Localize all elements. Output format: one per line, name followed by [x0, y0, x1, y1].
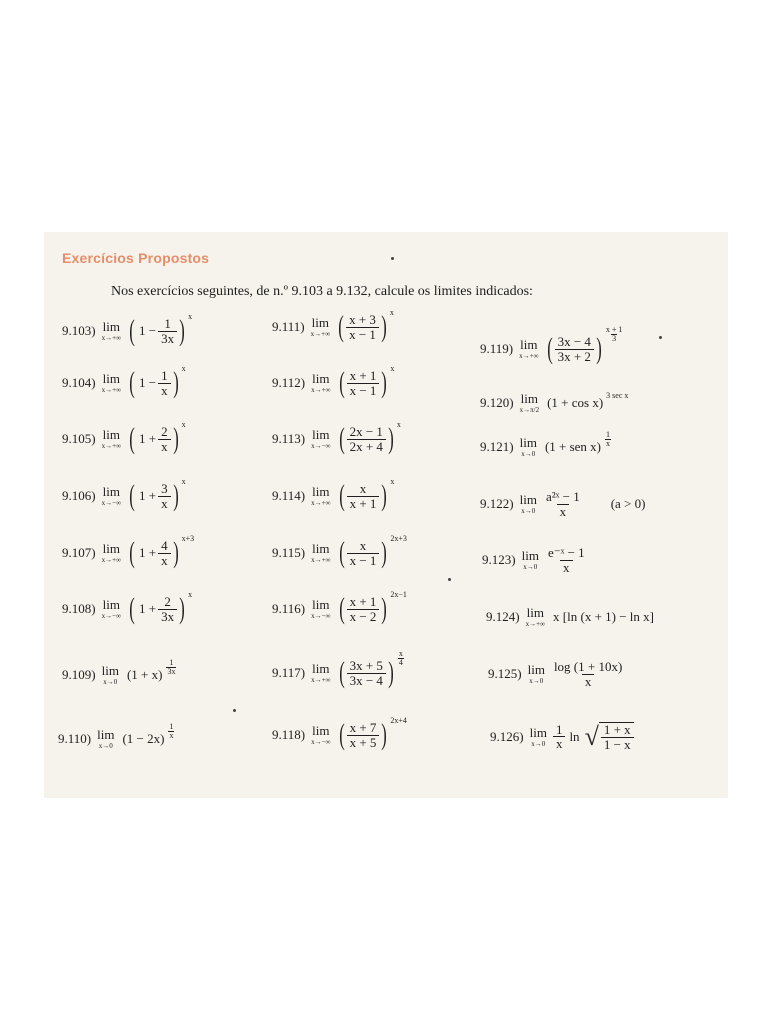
- exercise-number: 9.122): [480, 496, 514, 512]
- exercise-9-124: 9.124) lim x→+∞ x [ln (x + 1) − ln x]: [486, 605, 654, 628]
- limit-operator: lim x→0: [521, 548, 539, 572]
- exercise-number: 9.121): [480, 439, 514, 454]
- limit-operator: lim x→+∞: [519, 337, 539, 360]
- exercise-9-120: 9.120) lim x→π/2 (1 + cos x) 3 sec x: [480, 391, 629, 414]
- limit-operator: lim x→+∞: [101, 371, 122, 394]
- limit-operator: lim x→+∞: [525, 605, 546, 628]
- exercise-9-106: 9.106) lim x→−∞ ( 1 + $\frac{3}{x}$ ) x: [62, 477, 186, 512]
- limit-operator: lim x→−∞: [101, 484, 122, 507]
- square-root: √ $\frac{1 + x}{1 - x}$: [585, 722, 634, 751]
- exercise-number: 9.120): [480, 395, 514, 410]
- exercise-number: 9.124): [486, 609, 520, 624]
- scan-speck: [659, 336, 662, 339]
- exercise-9-122: 9.122) lim x→0 $\frac{\text{a²ˣ − 1}}{x}$ (a > 0): [480, 489, 646, 519]
- exercise-number: 9.107): [62, 545, 96, 560]
- exercise-number: 9.103): [62, 323, 96, 338]
- scan-speck: [233, 709, 236, 712]
- limit-operator: lim x→−∞: [311, 597, 331, 620]
- condition: (a > 0): [610, 496, 646, 512]
- exercise-9-118: 9.118) lim x→−∞ ( $\frac{x + 7}{x + 5}$ ) 2x+4: [272, 716, 407, 751]
- exercise-number: 9.104): [62, 375, 96, 390]
- exercise-number: 9.125): [488, 666, 522, 682]
- limit-operator: lim x→0: [529, 724, 547, 748]
- limit-operator: lim x→0: [527, 662, 545, 686]
- limit-operator: lim x→+∞: [101, 541, 122, 564]
- section-heading: Exercícios Propostos: [62, 250, 210, 266]
- scan-speck: [391, 257, 394, 260]
- exercise-9-112: 9.112) lim x→+∞ ( $\frac{x + 1}{x - 1}$ ) x: [272, 364, 395, 399]
- exercise-9-116: 9.116) lim x→−∞ ( $\frac{x + 1}{x - 2}$ ) 2x−1: [272, 590, 407, 625]
- exercise-9-125: 9.125) lim x→0 $\frac{\log (1 + 10x)}{x}$: [488, 659, 623, 689]
- instructions-text: Nos exercícios seguintes, de n.º 9.103 a 9.132, calcule os limites indicados:: [111, 284, 533, 299]
- exercise-9-105: 9.105) lim x→+∞ ( 1 + $\frac{2}{x}$ ) x: [62, 420, 186, 455]
- exercise-number: 9.126): [490, 728, 524, 744]
- exercise-9-113: 9.113) lim x→−∞ ( $\frac{2x - 1}{2x + 4}$ ) x: [272, 420, 401, 455]
- exercise-9-107: 9.107) lim x→+∞ ( 1 + $\frac{4}{x}$ ) x+3: [62, 534, 195, 569]
- scan-speck: [448, 578, 451, 581]
- exercise-9-119: 9.119) lim x→+∞ ( $\frac{3x - 4}{3x + 2}$ ) x + 1 3: [480, 325, 623, 365]
- exercise-9-121: 9.121) lim x→0 (1 + sen x) 1 x: [480, 430, 611, 458]
- limit-operator: lim x→+∞: [101, 427, 122, 450]
- exercise-number: 9.111): [272, 319, 305, 334]
- limit-operator: lim x→+∞: [310, 315, 331, 338]
- limit-operator: lim x→0: [101, 663, 119, 686]
- limit-operator: lim x→+∞: [311, 371, 331, 394]
- exercise-number: 9.116): [272, 601, 306, 616]
- limit-operator: lim x→+∞: [311, 484, 331, 507]
- exercise-number: 9.106): [62, 488, 96, 503]
- exercise-9-111: 9.111) lim x→+∞ ( $\frac{x + 3}{x - 1}$ ) x: [272, 308, 394, 343]
- limit-operator: lim x→−∞: [311, 723, 331, 746]
- limit-operator: lim x→−∞: [311, 427, 331, 450]
- exercise-9-108: 9.108) lim x→−∞ ( 1 + $\frac{2}{3x}$ ) x: [62, 590, 193, 625]
- exercise-number: 9.114): [272, 488, 306, 503]
- limit-operator: lim x→+∞: [101, 319, 122, 342]
- exercise-9-110: 9.110) lim x→0 (1 − 2x) 1 x: [58, 722, 174, 750]
- exercise-number: 9.115): [272, 545, 306, 560]
- exercise-number: 9.113): [272, 431, 306, 446]
- limit-operator: lim x→π/2: [519, 391, 540, 414]
- exercise-9-126: 9.126) lim x→0 $\frac{1}{x}$ ln √ $\frac{1 + x}{1 - x}$: [490, 722, 634, 751]
- exercise-9-123: 9.123) lim x→0 $\frac{\text{e⁻ˣ − 1}}{x}$: [482, 545, 585, 575]
- exercise-number: 9.112): [272, 375, 306, 390]
- exercise-9-103: 9.103) lim x→+∞ ( 1 − $\frac{1}{3x}$ ) x: [62, 312, 193, 347]
- exercise-number: 9.108): [62, 601, 96, 616]
- limit-operator: lim x→0: [97, 727, 115, 750]
- exercise-number: 9.105): [62, 431, 96, 446]
- exercise-number: 9.118): [272, 727, 306, 742]
- limit-operator: lim x→+∞: [311, 661, 331, 684]
- exercise-number: 9.110): [58, 731, 92, 746]
- exercise-9-104: 9.104) lim x→+∞ ( 1 − $\frac{1}{x}$ ) x: [62, 364, 186, 399]
- exercise-9-109: 9.109) lim x→0 (1 + x) 1 3x: [62, 658, 176, 686]
- limit-operator: lim x→+∞: [311, 541, 331, 564]
- exercise-number: 9.117): [272, 665, 306, 680]
- exercise-9-117: 9.117) lim x→+∞ ( $\frac{3x + 5}{3x - 4}$ ) x 4: [272, 649, 403, 689]
- limit-operator: lim x→0: [519, 435, 537, 458]
- exercise-number: 9.109): [62, 667, 96, 682]
- exercise-9-114: 9.114) lim x→+∞ ( $\frac{x}{x + 1}$ ) x: [272, 477, 395, 512]
- exercise-number: 9.123): [482, 552, 516, 568]
- limit-operator: lim x→0: [519, 492, 537, 516]
- exercise-number: 9.119): [480, 341, 514, 356]
- limit-operator: lim x→−∞: [101, 597, 122, 620]
- exercise-9-115: 9.115) lim x→+∞ ( $\frac{x}{x - 1}$ ) 2x+3: [272, 534, 407, 569]
